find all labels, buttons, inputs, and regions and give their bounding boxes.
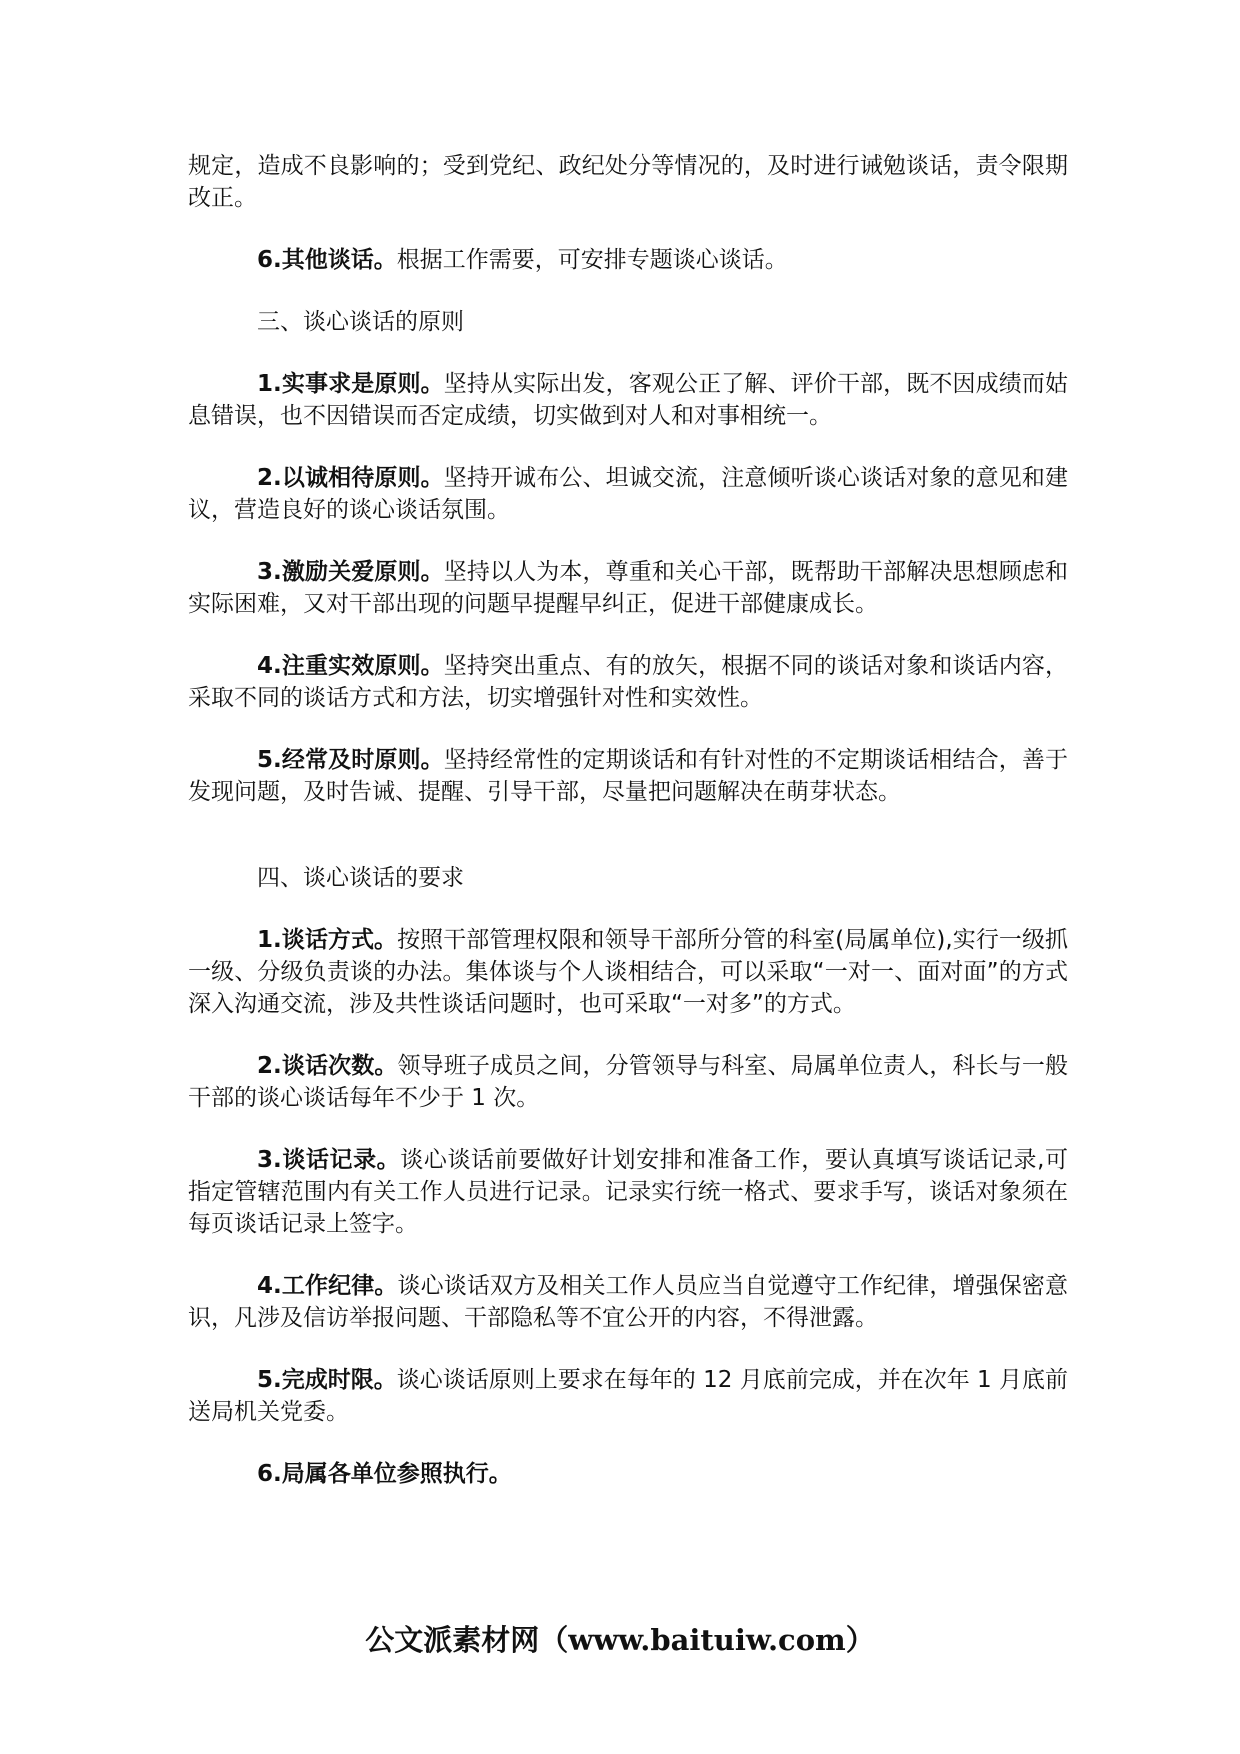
paragraph-text: 坚持从实际出发，客观公正了解、评价干部，既不因成绩而姑息错误，也不因错误而否定成绩，切实做到对人和对事相统一。	[188, 371, 1068, 429]
paragraph-lead: 2.谈话次数。	[257, 1053, 398, 1079]
requirement-item	[188, 1144, 1068, 1240]
paragraph-lead: 5.经常及时原则。	[257, 747, 444, 773]
document-body	[188, 150, 1068, 1490]
principle-item	[188, 556, 1068, 620]
paragraph-lead: 4.注重实效原则。	[257, 653, 444, 679]
section-heading-principles: 三、谈心谈话的原则	[257, 309, 464, 335]
requirement-item	[188, 1270, 1068, 1334]
paragraph-text: 谈心谈话原则上要求在每年的 12 月底前完成，并在次年 1 月底前送局机关党委。	[188, 1367, 1068, 1425]
paragraph-lead: 3.激励关爱原则。	[257, 559, 444, 585]
requirement-item	[188, 1364, 1068, 1428]
paragraph-lead: 5.完成时限。	[257, 1367, 397, 1393]
requirement-item	[188, 1050, 1068, 1114]
paragraph-text: 坚持经常性的定期谈话和有针对性的不定期谈话相结合，善于发现问题，及时告诫、提醒、引导干部，尽量把问题解决在萌芽状态。	[188, 747, 1068, 805]
principle-item	[188, 650, 1068, 714]
paragraph-text: 谈心谈话双方及相关工作人员应当自觉遵守工作纪律，增强保密意识，凡涉及信访举报问题、干部隐私等不宜公开的内容，不得泄露。	[188, 1273, 1068, 1331]
paragraph-lead: 6.局属各单位参照执行。	[257, 1461, 512, 1487]
paragraph-text: 坚持开诚布公、坦诚交流，注意倾听谈心谈话对象的意见和建议，营造良好的谈心谈话氛围。	[188, 465, 1068, 523]
paragraph-text: 按照干部管理权限和领导干部所分管的科室(局属单位),实行一级抓一级、分级负责谈的办法。集体谈与个人谈相结合，可以采取“一对一、面对面”的方式深入沟通交流，涉及共性谈话问题时，也可采取“一对多”的方式。	[188, 927, 1068, 1017]
footer-watermark-text: 公文派素材网（www.baituiw.com）	[365, 1623, 875, 1657]
requirement-item	[188, 924, 1068, 1020]
paragraph-continuation: 规定，造成不良影响的；受到党纪、政纪处分等情况的，及时进行诫勉谈话，责令限期改正。	[188, 153, 1068, 211]
requirement-item	[188, 1458, 1068, 1490]
paragraph-text: 谈心谈话前要做好计划安排和准备工作，要认真填写谈话记录,可指定管辖范围内有关工作人员进行记录。记录实行统一格式、要求手写，谈话对象须在每页谈话记录上签字。	[188, 1147, 1068, 1237]
paragraph-text: 领导班子成员之间，分管领导与科室、局属单位责人，科长与一般干部的谈心谈话每年不少于 1 次。	[188, 1053, 1068, 1111]
paragraph-lead: 4.工作纪律。	[257, 1273, 398, 1299]
paragraph-lead: 3.谈话记录。	[257, 1147, 401, 1173]
paragraph-lead: 1.实事求是原则。	[257, 371, 444, 397]
principle-item	[188, 744, 1068, 808]
principle-item	[188, 368, 1068, 432]
section-heading-requirements: 四、谈心谈话的要求	[257, 865, 464, 891]
paragraph-lead: 2.以诚相待原则。	[257, 465, 444, 491]
paragraph-lead: 1.谈话方式。	[257, 927, 398, 953]
paragraph-lead: 6.其他谈话。	[257, 247, 397, 273]
paragraph-text: 坚持突出重点、有的放矢，根据不同的谈话对象和谈话内容，采取不同的谈话方式和方法，切实增强针对性和实效性。	[188, 653, 1068, 711]
paragraph-text: 根据工作需要，可安排专题谈心谈话。	[396, 247, 788, 273]
paragraph-other-talks	[188, 244, 1068, 276]
principle-item	[188, 462, 1068, 526]
paragraph-text: 坚持以人为本，尊重和关心干部，既帮助干部解决思想顾虑和实际困难，又对干部出现的问题早提醒早纠正，促进干部健康成长。	[188, 559, 1068, 617]
